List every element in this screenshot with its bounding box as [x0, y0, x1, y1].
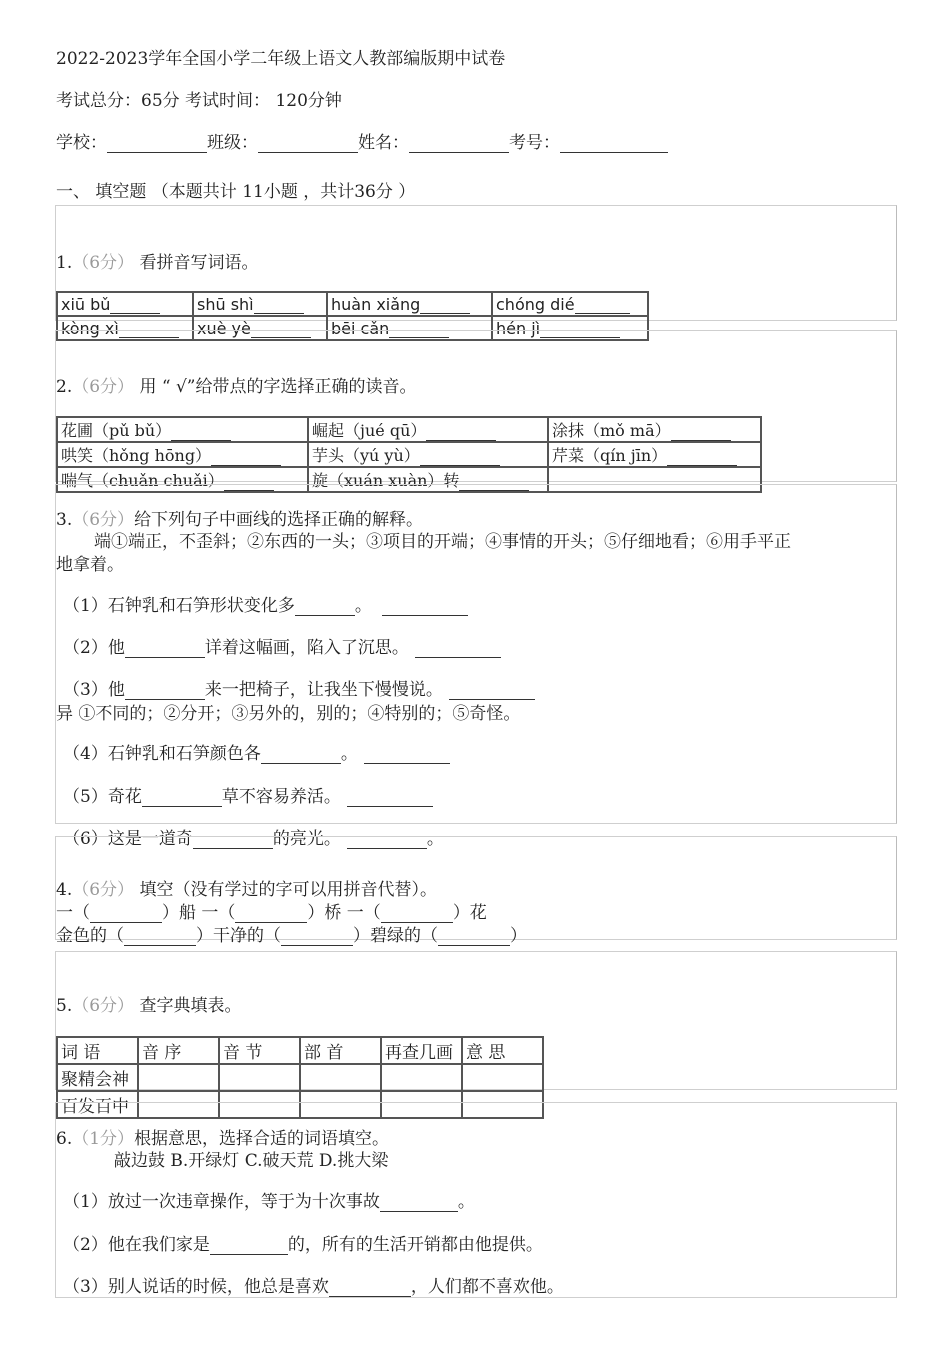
answer-field[interactable]	[142, 789, 222, 807]
answer-field[interactable]	[110, 297, 160, 314]
name-field[interactable]	[409, 135, 509, 153]
pinyin-cell: huàn xiǎng	[331, 294, 421, 314]
question-3-prompt: 3.（6分）给下列句子中画线的选择正确的解释。	[56, 510, 424, 530]
exam-total: 考试总分：65分 考试时间： 120分钟	[56, 91, 342, 111]
option-cell: 崛起（jué qū）	[312, 421, 427, 440]
header-cell: 音 节	[219, 1037, 300, 1064]
choice-field[interactable]	[415, 640, 501, 658]
word-cell: 聚精会神	[57, 1064, 138, 1091]
sub-question-1: （1）石钟乳和石笋形状变化多 。	[63, 591, 468, 616]
question-1-prompt: 1.（6分） 看拼音写词语。	[56, 253, 259, 273]
question-6-options: 敲边鼓 B.开绿灯 C.破天荒 D.挑大梁	[114, 1151, 389, 1171]
choice-field[interactable]	[347, 789, 433, 807]
question-5-score: （6分）	[72, 996, 135, 1016]
answer-cell[interactable]	[300, 1064, 381, 1091]
option-cell: 喘气（chuǎn chuǎi）	[61, 471, 224, 490]
header-cell: 音 序	[138, 1037, 219, 1064]
answer-field[interactable]	[125, 682, 205, 700]
page-title: 2022-2023学年全国小学二年级上语文人教部编版期中试卷	[56, 49, 506, 69]
question-6-item-1: （1）放过一次违章操作，等于为十次事故 。	[63, 1192, 475, 1212]
student-info	[56, 128, 668, 153]
answer-field[interactable]	[211, 449, 281, 466]
answer-field[interactable]	[124, 928, 196, 946]
answer-cell[interactable]	[462, 1064, 543, 1091]
question-2-table	[56, 416, 762, 493]
question-3-score: （6分）	[72, 510, 135, 530]
answer-field[interactable]	[210, 1237, 288, 1255]
header-cell: 再查几画	[381, 1037, 462, 1064]
sub-question-2: （2）他 详着这幅画，陷入了沉思。	[63, 633, 501, 658]
answer-cell[interactable]	[381, 1064, 462, 1091]
choice-field[interactable]	[364, 746, 450, 764]
option-cell: 芹菜（qín jīn）	[552, 446, 668, 465]
answer-field[interactable]	[426, 424, 496, 441]
question-2-prompt: 2.（6分） 用 “ √”给带点的字选择正确的读音。	[56, 377, 417, 397]
pinyin-cell: xuè yè	[197, 318, 251, 338]
question-6-item-3: （3）别人说话的时候，他总是喜欢 ，人们都不喜欢他。	[63, 1277, 564, 1297]
definition-duan-line2: 地拿着。	[56, 555, 124, 575]
sub-question-5: （5）奇花 草不容易养活。	[63, 782, 433, 807]
class-field[interactable]	[258, 135, 358, 153]
option-cell: 旋（xuán xuàn）转	[312, 471, 460, 490]
class-label: 班级：	[207, 133, 258, 153]
answer-field[interactable]	[420, 297, 470, 314]
question-6-prompt: 6.（1分）根据意思，选择合适的词语填空。	[56, 1129, 390, 1149]
option-cell: 涂抹（mǒ mā）	[552, 421, 671, 440]
word-cell: 百发百中	[57, 1091, 138, 1118]
pinyin-cell: shū shì	[197, 294, 254, 314]
question-2-score: （6分）	[72, 377, 135, 397]
question-6-item-2: （2）他在我们家是 的，所有的生活开销都由他提供。	[63, 1235, 543, 1255]
answer-field[interactable]	[171, 424, 231, 441]
sub-question-3: （3）他 来一把椅子，让我坐下慢慢说。	[63, 675, 535, 700]
answer-cell[interactable]	[219, 1064, 300, 1091]
answer-field[interactable]	[329, 1279, 411, 1297]
answer-field[interactable]	[254, 297, 304, 314]
answer-field[interactable]	[671, 424, 731, 441]
school-field[interactable]	[107, 135, 207, 153]
pinyin-cell: hén jì	[496, 318, 541, 338]
section-heading: 一、 填空题 （本题共计 11小题 ，共计36分 ）	[56, 182, 416, 202]
option-cell: 哄笑（hǒng hōng）	[61, 446, 212, 465]
fill-row-2: 金色的（ ）干净的（ ）碧绿的（ ）	[56, 926, 527, 946]
fill-row-1: 一（ ）船 一（ ）桥 一（ ）花	[56, 903, 487, 923]
question-6-score: （1分）	[72, 1129, 135, 1149]
school-label: 学校：	[56, 133, 107, 153]
answer-field[interactable]	[575, 297, 630, 314]
definition-duan-line1: 端①端正，不歪斜；②东西的一头；③项目的开端；④事情的开头；⑤仔细地看；⑥用手平正	[94, 532, 791, 552]
answer-field[interactable]	[380, 1194, 458, 1212]
header-cell: 意 思	[462, 1037, 543, 1064]
header-cell: 部 首	[300, 1037, 381, 1064]
name-label: 姓名：	[358, 133, 409, 153]
pinyin-cell: xiū bǔ	[61, 294, 111, 314]
definition-yi: 异 ①不同的；②分开；③另外的，别的；④特别的；⑤奇怪。	[56, 704, 521, 724]
sub-question-6: （6）这是一道奇 的亮光。 。	[63, 829, 444, 849]
answer-field[interactable]	[295, 598, 355, 616]
answer-field[interactable]	[420, 449, 500, 466]
header-cell: 词 语	[57, 1037, 138, 1064]
answer-field[interactable]	[261, 746, 341, 764]
choice-field[interactable]	[449, 682, 535, 700]
pinyin-cell: chóng dié	[496, 294, 575, 314]
answer-field[interactable]	[438, 928, 510, 946]
question-4-prompt: 4.（6分） 填空（没有学过的字可以用拼音代替）。	[56, 880, 437, 900]
exam-number-label: 考号：	[509, 133, 560, 153]
sub-question-4: （4）石钟乳和石笋颜色各 。	[63, 739, 450, 764]
pinyin-cell: kòng xì	[61, 318, 119, 338]
question-4-score: （6分）	[72, 880, 135, 900]
exam-number-field[interactable]	[560, 135, 668, 153]
option-cell: 花圃（pǔ bǔ）	[61, 421, 172, 440]
choice-field[interactable]	[382, 598, 468, 616]
answer-field[interactable]	[281, 928, 353, 946]
option-cell: 芋头（yú yù）	[312, 446, 420, 465]
question-1-score: （6分）	[72, 253, 135, 273]
question-5-prompt: 5.（6分） 查字典填表。	[56, 996, 242, 1016]
answer-cell[interactable]	[138, 1064, 219, 1091]
answer-field[interactable]	[667, 449, 737, 466]
answer-field[interactable]	[125, 640, 205, 658]
pinyin-cell: bēi cǎn	[331, 318, 390, 338]
